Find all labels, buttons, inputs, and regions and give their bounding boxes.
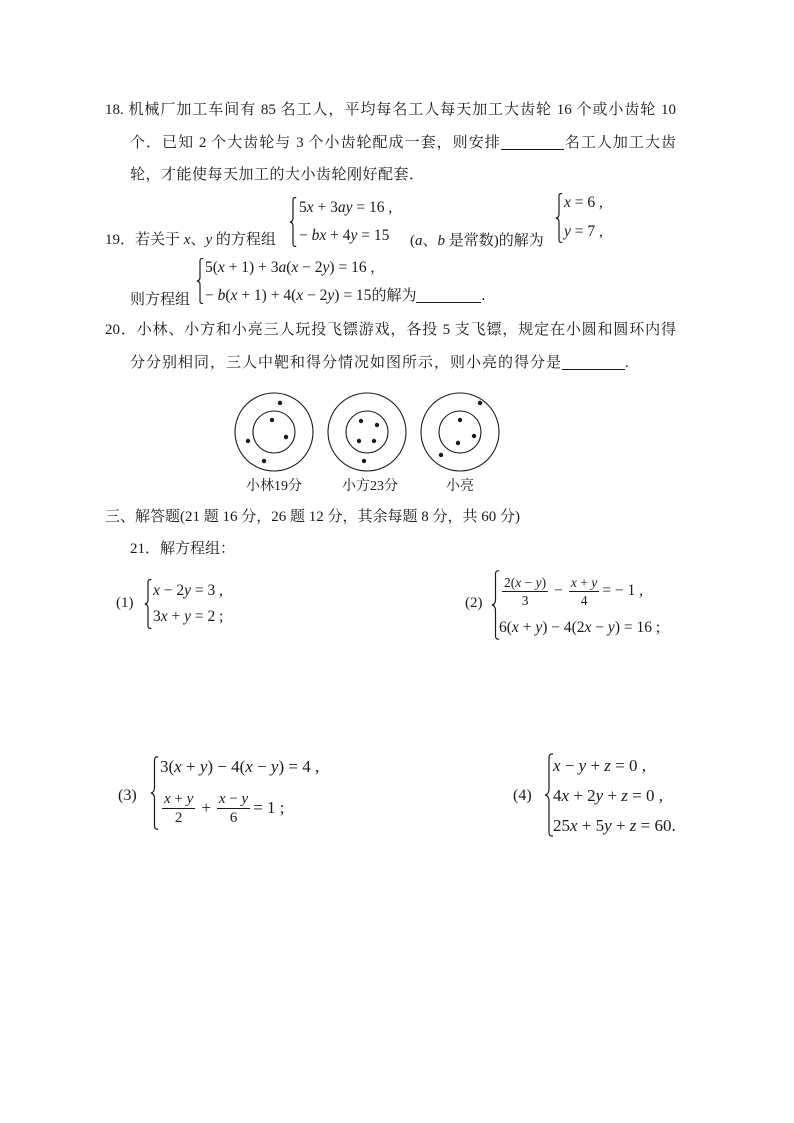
q21-part-3-equation-1: 3(x + y) − 4(x − y) = 4 , (160, 757, 320, 776)
q19-intro: 19．若关于 x、y 的方程组 (105, 232, 276, 248)
section-heading: 三、解答题(21 题 16 分，26 题 12 分，其余每题 8 分，共 60 分) (105, 509, 520, 525)
fraction (569, 575, 599, 608)
q19-new-system-row-2 (205, 286, 485, 306)
q19-system-equation-1: 5x + 3ay = 16 , (299, 199, 393, 216)
q21-part-1-brace (144, 579, 152, 629)
target-outer-circle (421, 393, 499, 471)
q21-part-3-brace (150, 756, 159, 830)
q21-part-4-equation-3: 25x + 5y + z = 60. (553, 816, 676, 835)
brace-stroke (290, 198, 296, 247)
q18-line-1: 18. 机械厂加工车间有 85 名工人，平均每名工人每天加工大齿轮 16 个或小齿轮 10 (105, 102, 676, 118)
dart-hit (284, 435, 288, 439)
fraction (162, 791, 195, 826)
q19-new-system-equation-2: − b(x + 1) + 4(x − 2y) = 15 (205, 287, 372, 304)
brace-stroke (197, 258, 203, 303)
operator: − (554, 582, 563, 599)
fraction-denominator: 3 (521, 592, 529, 608)
q20-text-before-blank: 分分别相同，三人中靶和得分情况如图所示，则小亮的得分是 (130, 355, 563, 371)
q19-end-punct: . (481, 287, 486, 304)
brace-stroke (545, 754, 553, 836)
dart-hit (357, 439, 361, 443)
dart-hit (270, 418, 274, 422)
q21-part-1-equation-1: x − 2y = 3 , (153, 582, 224, 599)
q20-line-1: 20．小林、小方和小亮三人玩投飞镖游戏，各投 5 支飞镖，规定在小圆和圆环内得 (105, 322, 676, 338)
q19-system-brace (289, 197, 297, 247)
q18-line-3: 轮，才能使每天加工的大小齿轮刚好配套． (130, 167, 425, 183)
q20-answer-blank (562, 354, 625, 370)
equation-rhs: = − 1 , (602, 582, 643, 599)
q21-part-1-equation-2: 3x + y = 2 ; (153, 608, 224, 625)
q19-new-system-brace (196, 258, 204, 304)
brace-stroke (151, 757, 158, 830)
fraction-numerator: 2(x − y) (504, 574, 547, 590)
fraction (502, 575, 548, 608)
q18-line-2 (130, 132, 676, 154)
operator: + (201, 798, 211, 817)
dart-hit (472, 434, 476, 438)
q19-system-equation-2: − bx + 4y = 15 (299, 227, 390, 244)
fraction-numerator: x − y (218, 790, 249, 807)
dart-hit (246, 439, 250, 443)
q19-solution-brace (555, 193, 563, 243)
dart-hit (439, 453, 443, 457)
q21-part-2-label: (2) (465, 595, 483, 611)
fraction-numerator: x + y (570, 574, 598, 590)
target-xiaoliang (421, 393, 499, 494)
target-xiaolin (235, 393, 313, 494)
target-label: 小方23分 (342, 479, 398, 494)
target-label: 小林19分 (246, 479, 302, 494)
q19-new-system-equation-1: 5(x + 1) + 3a(x − 2y) = 16 , (205, 259, 375, 276)
q19-solution-x: x = 6 , (564, 194, 603, 211)
q20-end-punct: . (625, 355, 630, 371)
target-outer-circle (328, 393, 406, 471)
dart-hit (456, 441, 460, 445)
q19-condition: (a、b 是常数)的解为 (410, 233, 544, 249)
dart-hit (362, 459, 366, 463)
q21-part-2-equation-1 (499, 575, 643, 607)
equation-rhs: = 1 ; (253, 798, 285, 817)
q19-solution-y: y = 7 , (564, 223, 603, 240)
q21-part-4-label: (4) (513, 787, 532, 804)
dart-hit (359, 419, 363, 423)
q21-part-3-equation-2 (159, 791, 285, 825)
q21-part-4-equation-1: x − y + z = 0 , (553, 756, 646, 775)
q19-answer-blank (416, 287, 481, 303)
fraction-numerator: x + y (164, 790, 194, 807)
q18-text-after-blank: 名工人加工大齿 (563, 135, 676, 151)
dart-hit (458, 418, 462, 422)
target-inner-circle (253, 411, 295, 453)
target-label: 小亮 (446, 479, 474, 494)
brace-stroke (556, 194, 562, 243)
dart-hit (478, 401, 482, 405)
q21-prompt: 21．解方程组： (130, 541, 236, 557)
q19-ask-text: 的解为 (371, 288, 417, 304)
q21-part-3-label: (3) (118, 787, 137, 804)
dart-hit (262, 459, 266, 463)
fraction-denominator: 4 (580, 592, 588, 608)
q20-line-2 (130, 352, 630, 374)
dartboard-figure (220, 385, 510, 497)
brace-stroke (145, 580, 151, 629)
fraction-denominator: 2 (174, 809, 183, 826)
target-outer-circle (235, 393, 313, 471)
dart-hit (375, 423, 379, 427)
dart-hit (372, 439, 376, 443)
target-xiaofang (328, 393, 406, 494)
fraction-denominator: 6 (229, 809, 238, 826)
target-inner-circle (346, 411, 388, 453)
q18-answer-blank (501, 134, 564, 150)
q21-part-2-equation-2: 6(x + y) − 4(2x − y) = 16 ; (499, 619, 661, 636)
q21-part-1-label: (1) (116, 595, 134, 611)
target-inner-circle (439, 411, 481, 453)
q18-text-before-blank: 个．已知 2 个大齿轮与 3 个小齿轮配成一套，则安排 (130, 135, 501, 151)
q21-part-4-equation-2: 4x + 2y + z = 0 , (553, 786, 663, 805)
dart-hit (278, 401, 282, 405)
q19-then-label: 则方程组 (130, 292, 191, 308)
fraction (217, 791, 250, 826)
